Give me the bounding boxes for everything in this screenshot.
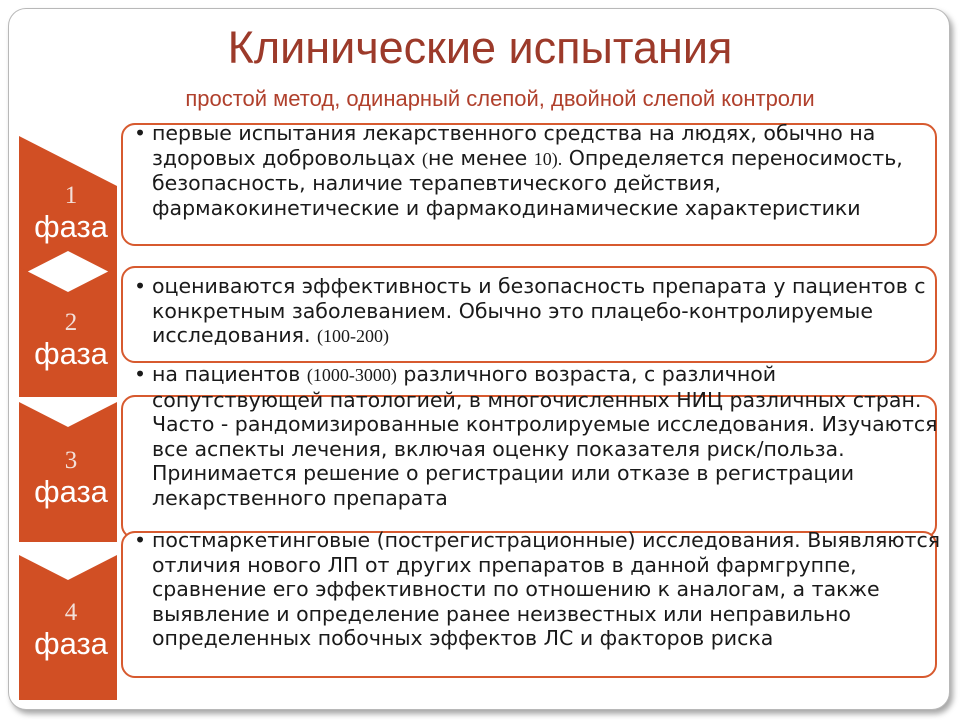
slide-subtitle: простой метод, одинарный слепой, двойной слепой контроли	[185, 86, 815, 111]
phase-4-word: фаза	[34, 626, 108, 661]
phase-4-bullet: • постмаркетинговые (пострегистрационные) исследования. Выявляются отличия нового ЛП от других препаратов в данной фармгруппе, сравнение его эффективности по отношению к аналогам, а также выявление и определение ранее неизвестных или неправильно определенных побочных эффектов ЛС и факторов риска	[134, 528, 941, 650]
phase-2-label	[19, 310, 123, 369]
phase-3-number: 3	[64, 447, 78, 474]
phase-3-word: фаза	[34, 474, 108, 509]
phase-1-bullet: • первые испытания лекарственного средства на людях, обычно на здоровых добровольцах (не менее 10). Определяется переносимость, безопасность, наличие терапевтического действия, фармакокинетические и фармакодинамические характеристики	[134, 121, 903, 220]
phase-2-bullet: • оцениваются эффективность и безопасность препарата у пациентов с конкретным заболеванием. Обычно это плацебо-контролируемые исследования. (100-200)	[134, 274, 926, 347]
phase-3-label	[19, 448, 123, 507]
phase-1-word: фаза	[34, 209, 108, 244]
phase-1-number: 1	[64, 182, 78, 209]
phase-2-number: 2	[64, 309, 78, 336]
phase-1-label	[19, 183, 123, 242]
phase-4-number: 4	[64, 599, 78, 626]
phase-3-bullet: • на пациентов (1000-3000) различного возраста, с различной сопутствующей патологией, в многочисленных НИЦ различных стран. Часто - рандомизированные контролируемые исследования. Изучаются все аспекты лечения, включая оценку показателя риск/польза. Принимается решение о регистрации или отказе в регистрации лекарственного препарата	[134, 362, 938, 510]
phase-2-word: фаза	[34, 336, 108, 371]
slide-title: Клинические испытания	[227, 22, 733, 73]
phase-4-label	[19, 600, 123, 659]
